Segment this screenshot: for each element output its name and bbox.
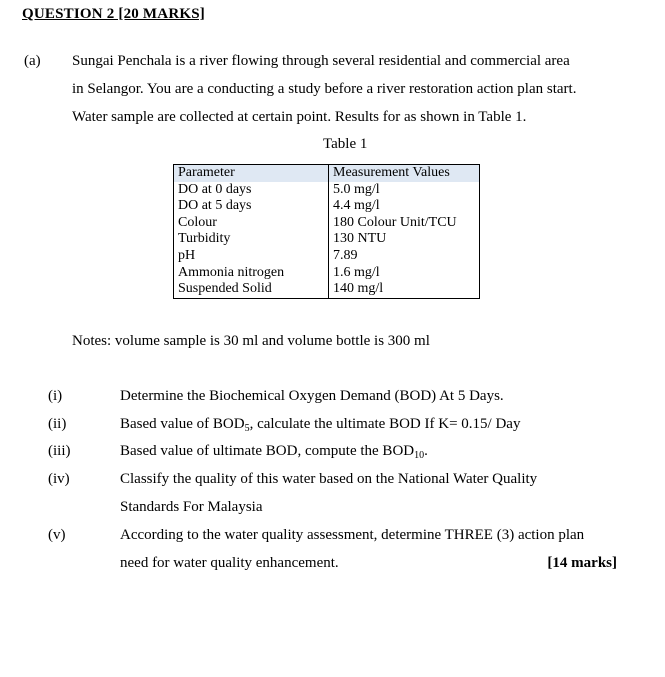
question-number-iii: (iii) — [48, 443, 71, 459]
question-text-ii-after: , calculate the ultimate BOD If K= 0.15/ Day — [249, 416, 521, 432]
paragraph-line-2: in Selangor. You are a conducting a study before a river restoration action plan start. — [72, 81, 577, 97]
table-header-row — [174, 165, 480, 182]
question-text-iv-line-1: Classify the quality of this water based on the National Water Quality — [120, 471, 538, 487]
parameter-cell: DO at 5 days — [174, 198, 329, 215]
question-text-iii — [120, 443, 428, 460]
parameter-cell: Ammonia nitrogen — [174, 265, 329, 282]
value-cell: 140 mg/l — [329, 281, 480, 298]
question-text-ii-sub: 5 — [244, 423, 250, 434]
question-heading: QUESTION 2 [20 MARKS] — [22, 6, 205, 22]
table-row — [174, 265, 480, 282]
header-parameter: Parameter — [174, 165, 329, 182]
table-row — [174, 248, 480, 265]
notes: Notes: volume sample is 30 ml and volume bottle is 300 ml — [72, 333, 430, 349]
question-text-iii-sub: 10 — [414, 450, 425, 461]
question-text-i: Determine the Biochemical Oxygen Demand (BOD) At 5 Days. — [120, 388, 504, 404]
question-number-i: (i) — [48, 388, 63, 404]
value-cell: 1.6 mg/l — [329, 265, 480, 282]
value-cell: 180 Colour Unit/TCU — [329, 215, 480, 232]
question-number-ii: (ii) — [48, 416, 67, 432]
table-row — [174, 182, 480, 199]
table-row — [174, 198, 480, 215]
parameter-cell: Suspended Solid — [174, 281, 329, 298]
question-text-iii-after: . — [424, 443, 428, 459]
question-text-v-line-1: According to the water quality assessment, determine THREE (3) action plan — [120, 527, 585, 543]
parameter-cell: pH — [174, 248, 329, 265]
table-caption: Table 1 — [323, 136, 368, 152]
table-row — [174, 281, 480, 298]
paragraph-line-3: Water sample are collected at certain point. Results for as shown in Table 1. — [72, 109, 527, 125]
question-text-iii-before: Based value of ultimate BOD, compute the BOD — [120, 443, 415, 459]
parameter-cell: DO at 0 days — [174, 182, 329, 199]
question-number-iv: (iv) — [48, 471, 70, 487]
paragraph-line-1: Sungai Penchala is a river flowing through several residential and commercial area — [72, 53, 570, 69]
question-text-ii-before: Based value of BOD — [120, 416, 245, 432]
parameter-cell: Colour — [174, 215, 329, 232]
question-text-v-line-2: need for water quality enhancement. — [120, 555, 339, 571]
measurement-table — [173, 164, 480, 299]
parameter-cell: Turbidity — [174, 231, 329, 248]
value-cell: 4.4 mg/l — [329, 198, 480, 215]
header-measurement: Measurement Values — [329, 165, 480, 182]
value-cell: 130 NTU — [329, 231, 480, 248]
value-cell: 7.89 — [329, 248, 480, 265]
question-text-ii — [120, 416, 520, 433]
part-label: (a) — [24, 53, 41, 69]
value-cell: 5.0 mg/l — [329, 182, 480, 199]
table-row — [174, 215, 480, 232]
question-number-v: (v) — [48, 527, 66, 543]
question-text-iv-line-2: Standards For Malaysia — [120, 499, 263, 515]
marks-label: [14 marks] — [547, 555, 617, 571]
table-row — [174, 231, 480, 248]
